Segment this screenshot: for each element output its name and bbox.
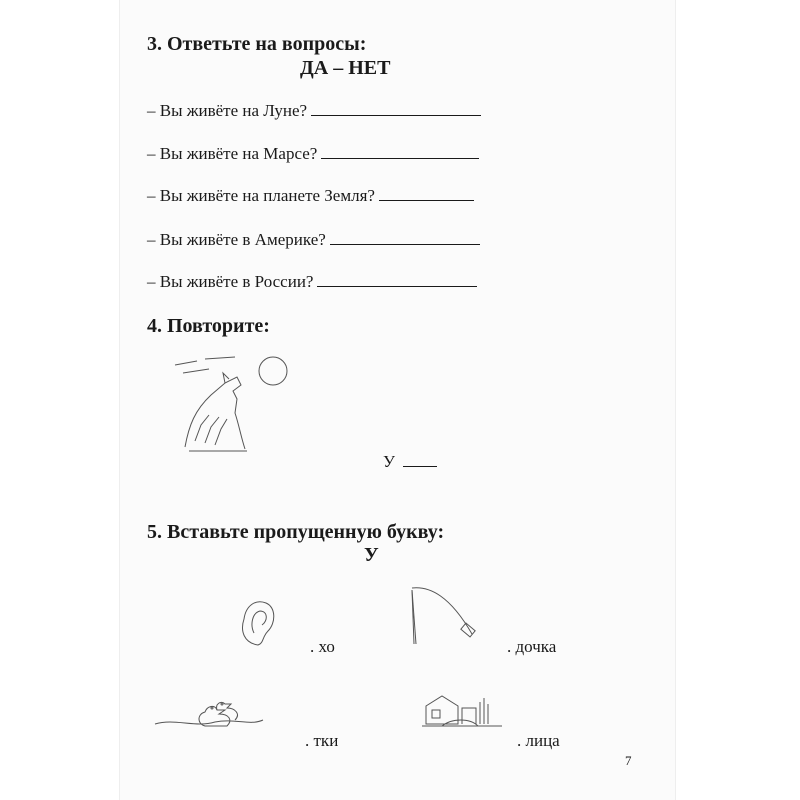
question-text: – Вы живёте в Америке? [147,230,326,249]
answer-prefix: У [383,452,396,471]
question-text: – Вы живёте на планете Земля? [147,186,375,205]
answer-line [330,230,480,245]
howling-wolf-icon [175,355,285,455]
answer-line [311,101,481,116]
workbook-page [120,0,675,800]
section-5-heading: 5. Вставьте пропущенную букву: [147,521,445,543]
question-row [147,144,479,164]
answer-line [321,144,479,159]
question-row [147,101,481,121]
answer-line [379,186,474,201]
answer-line [403,452,437,467]
ear-icon [238,595,278,650]
repeat-answer [383,452,437,472]
page-number: 7 [625,753,632,768]
question-text: – Вы живёте на Марсе? [147,144,318,163]
yes-no-subheading: ДА – НЕТ [300,57,391,79]
word-item: . дочка [507,637,557,656]
fishing-rod-icon [410,582,490,647]
word-item: . лица [517,731,560,750]
question-text: – Вы живёте на Луне? [147,101,308,120]
question-row [147,272,477,292]
word-item: . тки [305,731,339,750]
question-row [147,186,474,206]
ducks-icon [155,688,265,738]
missing-letter: У [364,544,379,566]
answer-line [317,272,477,287]
section-4-heading: 4. Повторите: [147,315,270,337]
section-3-heading: 3. Ответьте на вопросы: [147,33,367,55]
question-text: – Вы живёте в России? [147,272,314,291]
street-icon [422,688,502,730]
question-row [147,230,480,250]
word-item: . хо [310,637,335,656]
